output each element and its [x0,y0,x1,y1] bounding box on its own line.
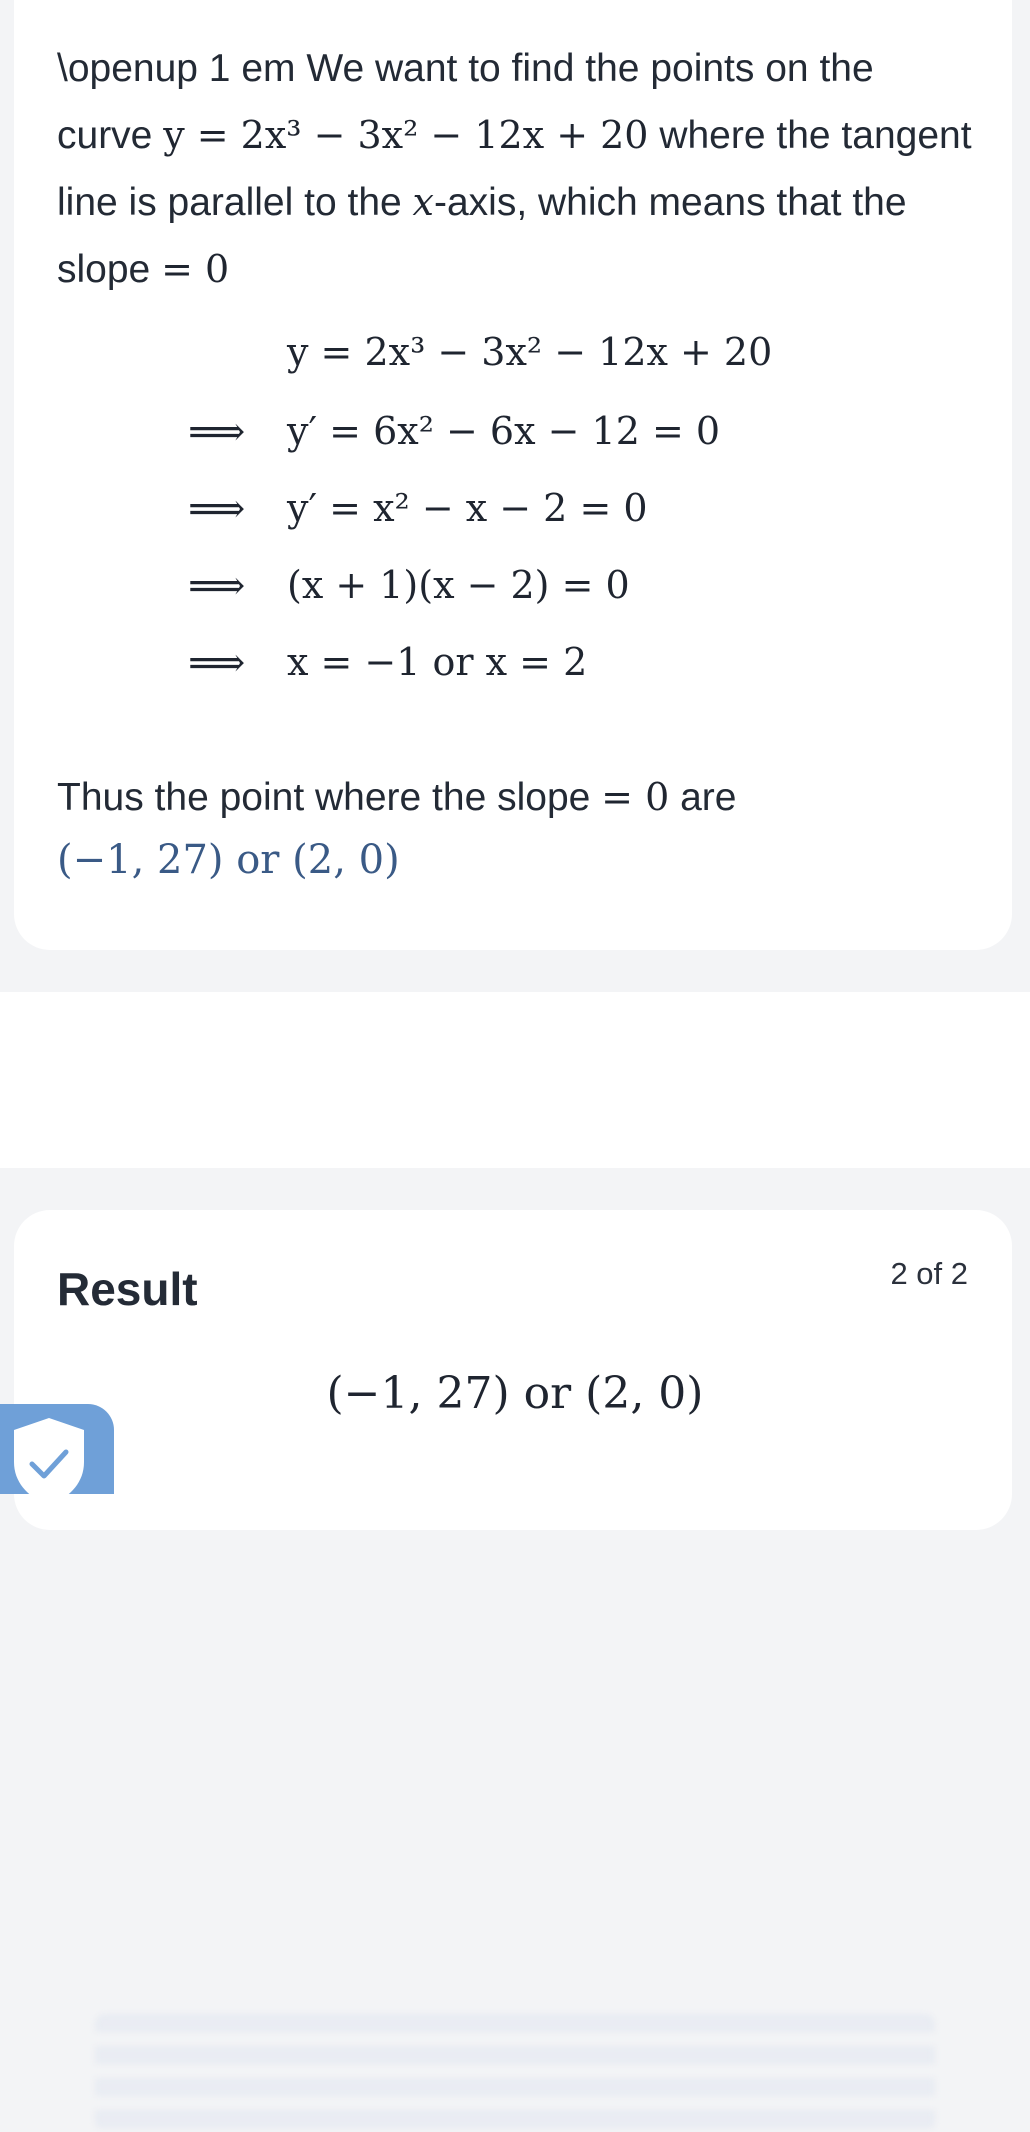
equation-row [0,563,1030,623]
conclusion-paragraph [57,766,977,892]
equation-text: x = −1 or x = 2 [287,640,588,684]
result-title: Result [57,1263,198,1315]
result-answer: (−1, 27) or (2, 0) [326,1368,704,1419]
implies-arrow: ⟹ [188,640,244,686]
verified-badge[interactable] [0,1404,114,1494]
blurred-section [0,992,1030,1168]
conclusion-slope-equation: = 0 [601,775,670,819]
equation-row [0,640,1030,700]
equation-row [0,409,1030,469]
intro-text-1: \openup 1 em We want to find the points on the curve [57,47,874,157]
equation-text: y = 2x³ − 3x² − 12x + 20 [287,330,773,374]
explanation-paragraph [57,36,977,303]
curve-equation: y = 2x³ − 3x² − 12x + 20 [163,113,649,157]
implies-arrow: ⟹ [188,409,244,455]
blurred-content [95,2014,935,2132]
equation-text: (x + 1)(x − 2) = 0 [287,563,630,607]
equation-text: y′ = 6x² − 6x − 12 = 0 [287,409,721,453]
implies-arrow: ⟹ [188,486,244,532]
slope-equation: = 0 [161,247,230,291]
axis-variable: x [412,180,434,224]
intro-text-2: where the tangent line is parallel to the [57,114,972,224]
intro-text-3: -axis, which means that the slope [57,181,907,291]
equation-row [0,486,1030,546]
equation-text: y′ = x² − x − 2 = 0 [287,486,648,530]
implies-arrow: ⟹ [188,563,244,609]
step-counter: 2 of 2 [890,1256,968,1291]
conclusion-answer: (−1, 27) or (2, 0) [57,837,400,883]
shield-check-icon [6,1414,92,1504]
equation-row [0,330,1030,390]
conclusion-text-2: are [669,776,737,819]
conclusion-text-1: Thus the point where the slope [57,776,602,819]
